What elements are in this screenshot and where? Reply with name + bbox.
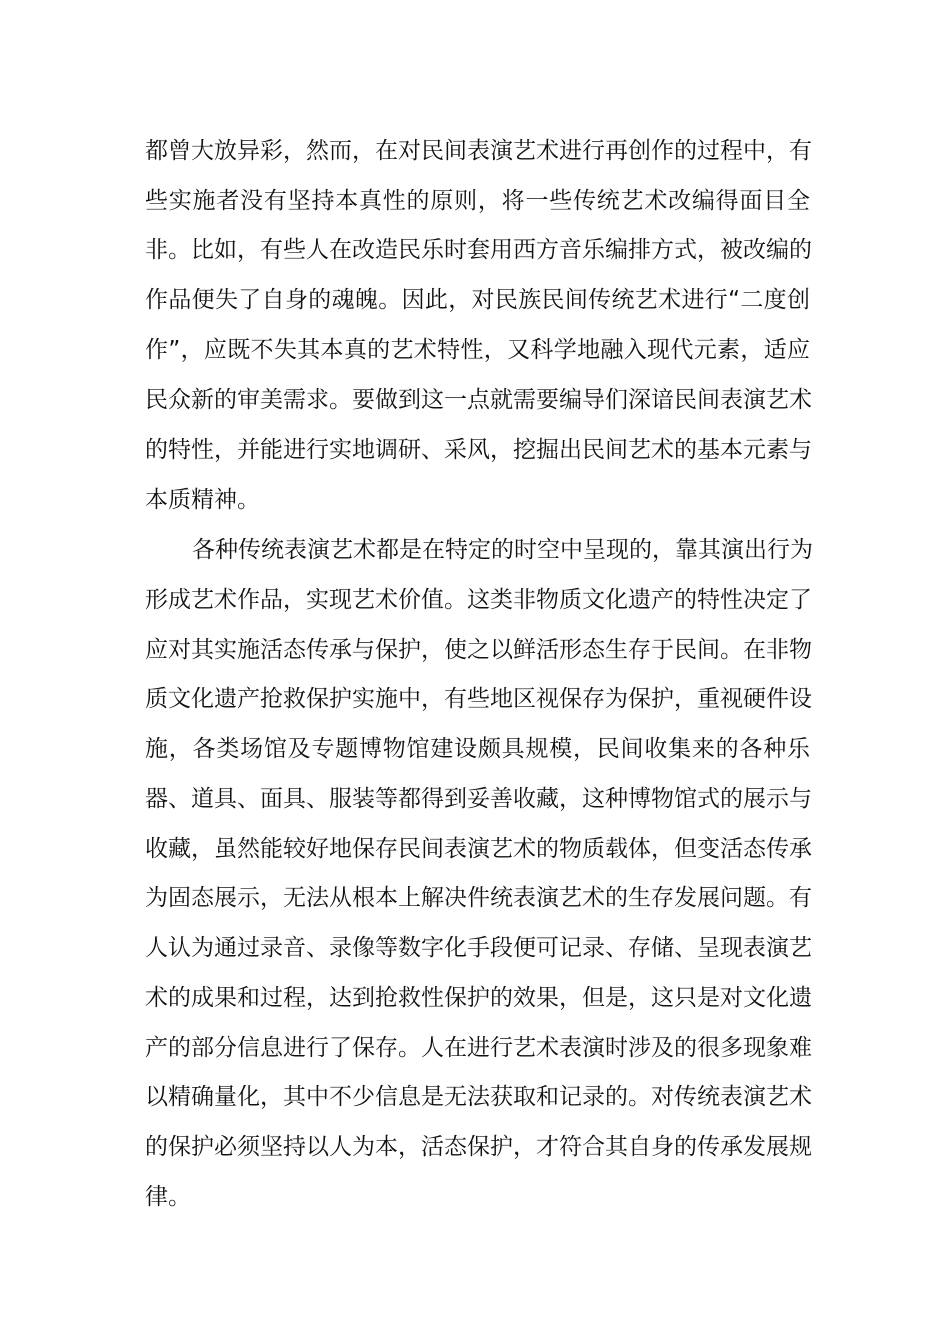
paragraph-1-line-2: 些实施者没有坚持本真性的原则，将一些传统艺术改编得面目全 xyxy=(145,188,810,214)
paragraph-2-line-5: 施，各类场馆及专题博物馆建设颇具规模，民间收集来的各种乐 xyxy=(145,736,810,762)
paragraph-1-line-5: 作”，应既不失其本真的艺术特性，又科学地融入现代元素，适应 xyxy=(145,337,810,363)
paragraph-2-line-3: 应对其实施活态传承与保护，使之以鲜活形态生存于民间。在非物 xyxy=(145,637,812,663)
paragraph-2-line-8: 为固态展示，无法从根本上解决件统表演艺术的生存发展问题。有 xyxy=(145,885,812,911)
paragraph-2-line-12: 以精确量化，其中不少信息是无法获取和记录的。对传统表演艺术 xyxy=(145,1084,812,1110)
paragraph-1-line-7: 的特性，并能进行实地调研、采风，挖掘出民间艺术的基本元素与 xyxy=(145,437,812,463)
paragraph-1-line-6: 民众新的审美需求。要做到这一点就需要编导们深谙民间表演艺术 xyxy=(145,387,812,413)
paragraph-2-line-9: 人认为通过录音、录像等数字化手段便可记录、存储、呈现表演艺 xyxy=(145,935,812,961)
paragraph-2-line-1: 各种传统表演艺术都是在特定的时空中呈现的，靠其演出行为 xyxy=(192,537,813,563)
paragraph-1-line-8: 本质精神。 xyxy=(145,487,260,513)
paragraph-2-line-2: 形成艺术作品，实现艺术价值。这类非物质文化遗产的特性决定了 xyxy=(145,587,812,613)
paragraph-2-line-10: 术的成果和过程，达到抢救性保护的效果，但是，这只是对文化遗 xyxy=(145,985,812,1011)
paragraph-1-line-4: 作品便失了自身的魂魄。因此，对民族民间传统艺术进行“二度创 xyxy=(145,287,810,313)
paragraph-1-line-3: 非。比如，有些人在改造民乐时套用西方音乐编排方式，被改编的 xyxy=(145,237,812,263)
paragraph-2-line-14: 律。 xyxy=(145,1184,191,1210)
paragraph-2-line-13: 的保护必须坚持以人为本，活态保护，才符合其自身的传承发展规 xyxy=(145,1134,812,1160)
paragraph-2-line-4: 质文化遗产抢救保护实施中，有些地区视保存为保护，重视硬件设 xyxy=(145,686,812,712)
paragraph-2-line-11: 产的部分信息进行了保存。人在进行艺术表演时涉及的很多现象难 xyxy=(145,1035,812,1061)
paragraph-1-line-1: 都曾大放异彩，然而，在对民间表演艺术进行再创作的过程中，有 xyxy=(145,138,812,164)
paragraph-2-line-7: 收藏，虽然能较好地保存民间表演艺术的物质载体，但变活态传承 xyxy=(145,836,812,862)
paragraph-2-line-6: 器、道具、面具、服装等都得到妥善收藏，这种博物馆式的展示与 xyxy=(145,786,812,812)
